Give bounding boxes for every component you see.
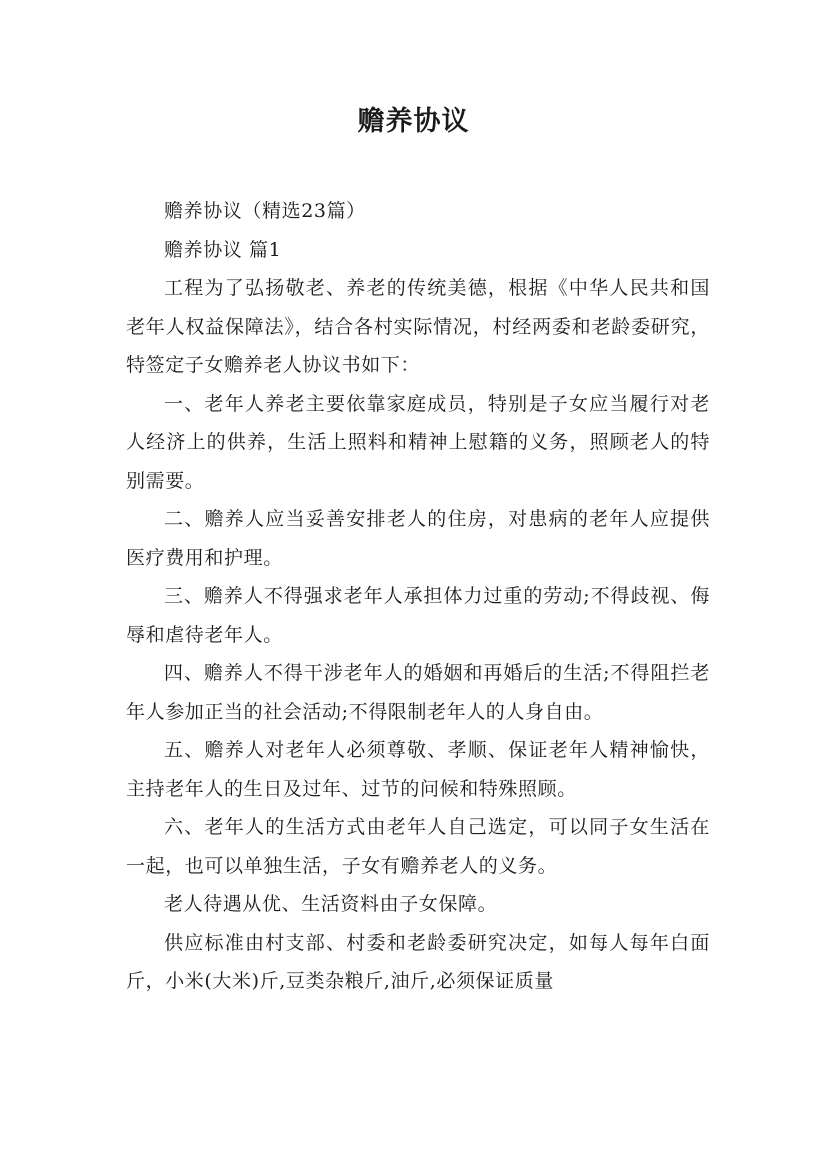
paragraph: 老人待遇从优、生活资料由子女保障。 bbox=[164, 893, 498, 915]
paragraph: 三、赡养人不得强求老年人承担体力过重的劳动;不得歧视、侮辱和虐待老年人。 bbox=[126, 585, 710, 646]
paragraph-subtitle: 赡养协议（精选23篇） bbox=[164, 200, 366, 222]
document-title: 赡养协议 bbox=[357, 106, 470, 137]
paragraph: 供应标准由村支部、村委和老龄委研究决定，如每人每年白面斤，小米(大米)斤,豆类杂粮斤,油斤,必须保证质量 bbox=[126, 931, 710, 992]
paragraph-section-heading: 赡养协议 篇1 bbox=[164, 238, 282, 261]
paragraph: 六、老年人的生活方式由老年人自己选定，可以同子女生活在一起，也可以单独生活，子女有赡养老人的义务。 bbox=[126, 816, 710, 877]
paragraph: 一、老年人养老主要依靠家庭成员，特别是子女应当履行对老人经济上的供养，生活上照料和精神上慰籍的义务，照顾老人的特别需要。 bbox=[126, 392, 710, 492]
paragraph: 五、赡养人对老年人必须尊敬、孝顺、保证老年人精神愉快，主持老年人的生日及过年、过节的问候和特殊照顾。 bbox=[126, 739, 710, 800]
document-body bbox=[126, 192, 710, 1001]
paragraph: 二、赡养人应当妥善安排老人的住房，对患病的老年人应提供医疗费用和护理。 bbox=[126, 508, 710, 569]
paragraph: 四、赡养人不得干涉老年人的婚姻和再婚后的生活;不得阻拦老年人参加正当的社会活动;不得限制老年人的人身自由。 bbox=[126, 662, 710, 723]
paragraph: 工程为了弘扬敬老、养老的传统美德，根据《中华人民共和国老年人权益保障法》，结合各村实际情况，村经两委和老龄委研究，特签定子女赡养老人协议书如下： bbox=[126, 277, 710, 376]
